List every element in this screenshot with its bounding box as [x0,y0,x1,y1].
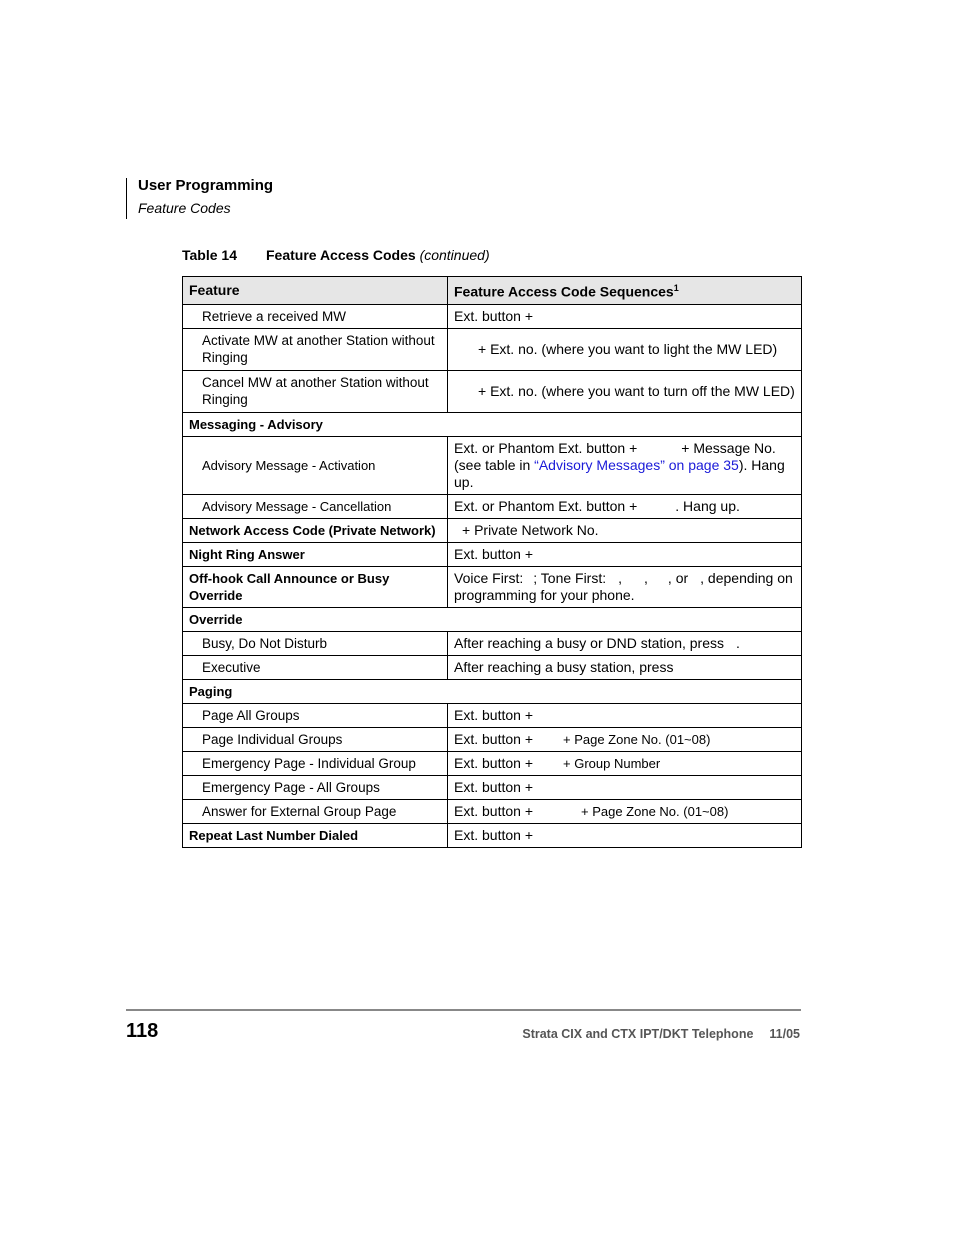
code-text: . [736,634,740,651]
table-row [183,328,802,370]
table-row [183,436,802,494]
table-row [183,631,802,655]
code-text: After reaching a busy or DND station, press [454,634,725,651]
code-text: ; Tone First: [533,569,607,586]
feature-cell: Emergency Page - Individual Group [183,751,448,775]
code-text: + Page Zone No. (01~08) [563,731,711,747]
code-text: + Message No. (see table in [454,439,776,473]
footer-rule [126,1009,801,1011]
code-text: Ext. or Phantom Ext. button + [454,497,638,514]
table-title: Feature Access Codes [266,247,416,263]
code-text: Ext. button + [454,730,533,747]
table-row [183,370,802,412]
feature-cell: Repeat Last Number Dialed [183,823,448,847]
code-text: ). Hang up. [454,456,785,490]
code-cell [448,566,802,607]
table-number: Table 14 [182,247,237,263]
code-text: Voice First: [454,569,524,586]
code-text: , or [667,569,689,586]
code-cell [448,494,802,518]
table-row [183,703,802,727]
code-cell: Ext. button + [448,823,802,847]
advisory-messages-link[interactable]: “Advisory Messages” on page 35 [534,456,739,473]
table-row [183,799,802,823]
feature-cell: Advisory Message - Activation [183,436,448,494]
table-row [183,655,802,679]
code-cell [448,518,802,542]
code-cell: After reaching a busy station, press [448,655,802,679]
column-header-sequences [448,277,802,305]
code-text: Ext. button + [454,802,533,819]
column-header-feature: Feature [183,277,448,305]
feature-cell: Advisory Message - Cancellation [183,494,448,518]
page-number: 118 [126,1020,159,1042]
code-cell: Ext. button + [448,775,802,799]
feature-cell: Cancel MW at another Station without Ringing [183,370,448,412]
code-text: , [618,569,623,586]
edition-date: 11/05 [769,1027,800,1041]
feature-cell: Answer for External Group Page [183,799,448,823]
code-cell [448,436,802,494]
feature-access-codes-table [182,276,802,848]
table-row [183,823,802,847]
table-continued: (continued) [419,247,490,263]
code-cell [448,370,802,412]
feature-cell: Page Individual Groups [183,727,448,751]
feature-cell: Activate MW at another Station without Ringing [183,328,448,370]
code-cell: Ext. button + [448,542,802,566]
feature-cell: Network Access Code (Private Network) [183,518,448,542]
section-row [183,607,802,631]
section-heading-messaging: Messaging - Advisory [183,412,802,436]
code-cell: Ext. button + [448,304,802,328]
feature-cell: Off-hook Call Announce or Busy Override [183,566,448,607]
table-row [183,494,802,518]
code-cell [448,328,802,370]
code-cell [448,631,802,655]
code-cell [448,799,802,823]
code-text: + Group Number [563,755,661,771]
feature-cell: Page All Groups [183,703,448,727]
table-row [183,518,802,542]
book-title: Strata CIX and CTX IPT/DKT Telephone [522,1027,754,1041]
table-row [183,566,802,607]
code-text: , [644,569,648,586]
table-row [183,304,802,328]
code-cell: Ext. button + [448,703,802,727]
table-row [183,542,802,566]
table-header-row [183,277,802,305]
footnote-marker: 1 [673,283,679,293]
code-cell [448,727,802,751]
column-header-sequences-label: Feature Access Code Sequences [454,283,674,300]
section-heading-paging: Paging [183,679,802,703]
code-text: , depending on programming for your phone. [454,569,793,603]
section-row [183,412,802,436]
feature-cell: Retrieve a received MW [183,304,448,328]
feature-cell: Emergency Page - All Groups [183,775,448,799]
feature-cell: Night Ring Answer [183,542,448,566]
code-cell [448,751,802,775]
section-title: User Programming [138,177,274,194]
feature-cell: Busy, Do Not Disturb [183,631,448,655]
feature-cell: Executive [183,655,448,679]
table-row [183,751,802,775]
header-rule [126,178,127,219]
section-heading-override: Override [183,607,802,631]
code-text: . Hang up. [675,497,740,514]
code-text: Ext. or Phantom Ext. button + [454,439,638,456]
code-text: + Ext. no. (where you want to turn off the MW LED) [478,382,795,399]
table-row [183,727,802,751]
code-text: + Ext. no. (where you want to light the MW LED) [478,340,778,357]
code-text: + Page Zone No. (01~08) [581,803,729,819]
section-subtitle: Feature Codes [138,200,231,216]
section-row [183,679,802,703]
code-text: + Private Network No. [462,521,599,538]
table-row [183,775,802,799]
table-caption [182,247,490,263]
code-text: Ext. button + [454,754,533,771]
footer-book-title [522,1027,800,1041]
